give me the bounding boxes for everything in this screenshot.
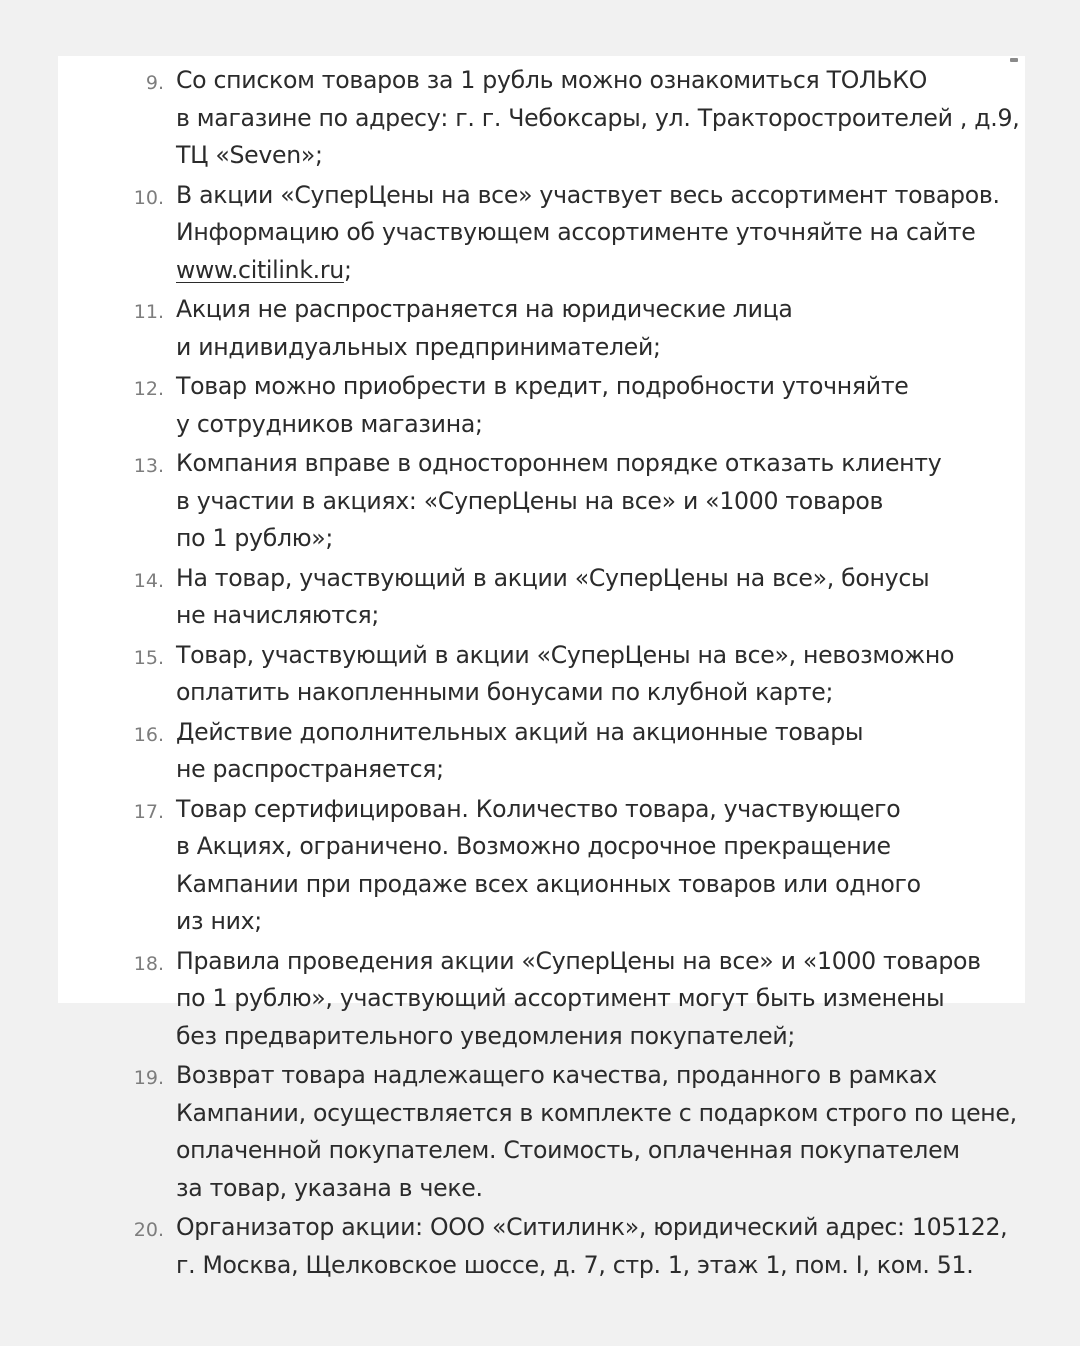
term-text-line: Информацию об участвующем ассортименте уточняйте на сайте	[176, 218, 976, 246]
term-number: 18.	[133, 952, 164, 975]
term-number: 13.	[133, 455, 164, 477]
term-item	[0, 637, 1080, 712]
term-text	[176, 943, 1036, 1056]
term-text	[176, 791, 1036, 941]
term-text-line: в Акциях, ограничено. Возможно досрочное прекращение	[176, 832, 891, 860]
term-text-line: по 1 рублю», участвующий ассортимент могут быть изменены	[176, 984, 945, 1012]
term-text-line: ТЦ «Seven»;	[176, 141, 323, 169]
term-text	[176, 368, 1036, 443]
terms-list	[0, 62, 1080, 1286]
term-text-line: у сотрудников магазина;	[176, 409, 483, 438]
term-text-line: Кампании, осуществляется в комплекте с подарком строго по цене,	[176, 1098, 1017, 1127]
term-text-line: не начисляются;	[176, 601, 380, 629]
term-text-line: Организатор акции: ООО «Ситилинк», юридический адрес: 105122,	[176, 1213, 1008, 1241]
term-text	[176, 1057, 1036, 1207]
term-number: 20.	[133, 1219, 164, 1241]
term-number: 11.	[133, 301, 164, 323]
term-text-line: в магазине по адресу: г. г. Чебоксары, ул. Тракторостроителей , д.9,	[176, 103, 1020, 132]
term-item	[0, 943, 1080, 1056]
term-number: 12.	[133, 378, 164, 400]
term-text	[176, 637, 1036, 712]
term-text-line: оплатить накопленными бонусами по клубной карте;	[176, 678, 834, 706]
term-number: 19.	[133, 1067, 164, 1089]
term-text-line: оплаченной покупателем. Стоимость, оплаченная покупателем	[176, 1136, 960, 1164]
term-text	[176, 62, 1036, 175]
term-text-line: г. Москва, Щелковское шоссе, д. 7, стр. 1, этаж 1, пом. I, ком. 51.	[176, 1250, 974, 1279]
term-item	[0, 714, 1080, 789]
term-text-line: Товар сертифицирован. Количество товара, участвующего	[176, 794, 901, 823]
term-text-line: Кампании при продаже всех акционных товаров или одного	[176, 869, 921, 898]
term-text	[176, 445, 1036, 558]
term-text-line: На товар, участвующий в акции «СуперЦены на все», бонусы	[176, 563, 930, 592]
term-item	[0, 560, 1080, 635]
term-item	[0, 291, 1080, 366]
term-text-line: Со списком товаров за 1 рубль можно ознакомиться ТОЛЬКО	[176, 66, 928, 94]
term-item	[0, 368, 1080, 443]
term-item	[0, 62, 1080, 175]
term-text-line: Акция не распространяется на юридические лица	[176, 295, 793, 323]
term-text-line: Правила проведения акции «СуперЦены на все» и «1000 товаров	[176, 946, 981, 975]
term-number: 14.	[133, 569, 164, 592]
term-text-line: в участии в акциях: «СуперЦены на все» и «1000 товаров	[176, 486, 884, 515]
term-text-line: Действие дополнительных акций на акционные товары	[176, 717, 864, 746]
term-number: 16.	[133, 723, 164, 746]
link-suffix: ;	[343, 255, 352, 284]
term-text-line: не распространяется;	[176, 755, 444, 783]
term-item	[0, 791, 1080, 941]
term-text-line: из них;	[176, 907, 262, 935]
term-number: 15.	[133, 646, 164, 669]
term-text-line: Компания вправе в одностороннем порядке отказать клиенту	[176, 449, 942, 477]
term-text-line: и индивидуальных предпринимателей;	[176, 332, 661, 361]
term-text-line: за товар, указана в чеке.	[176, 1173, 483, 1202]
term-number: 10.	[133, 186, 164, 209]
term-number: 9.	[145, 72, 164, 94]
term-item	[0, 177, 1080, 290]
term-text-line: Товар, участвующий в акции «СуперЦены на все», невозможно	[176, 640, 955, 669]
term-number: 17.	[133, 800, 164, 823]
website-link[interactable]: www.citilink.ru	[176, 255, 344, 284]
term-text-line	[176, 252, 1036, 290]
term-text-line: Возврат товара надлежащего качества, проданного в рамках	[176, 1061, 937, 1089]
term-item	[0, 1209, 1080, 1284]
term-text	[176, 560, 1036, 635]
term-text	[176, 714, 1036, 789]
term-text	[176, 177, 1036, 290]
term-text	[176, 1209, 1036, 1284]
term-text	[176, 291, 1036, 366]
term-text-line: без предварительного уведомления покупателей;	[176, 1021, 796, 1050]
term-item	[0, 1057, 1080, 1207]
term-item	[0, 445, 1080, 558]
term-text-line: по 1 рублю»;	[176, 524, 334, 552]
term-text-line: Товар можно приобрести в кредит, подробности уточняйте	[176, 372, 909, 400]
term-text-line: В акции «СуперЦены на все» участвует весь ассортимент товаров.	[176, 180, 1000, 209]
